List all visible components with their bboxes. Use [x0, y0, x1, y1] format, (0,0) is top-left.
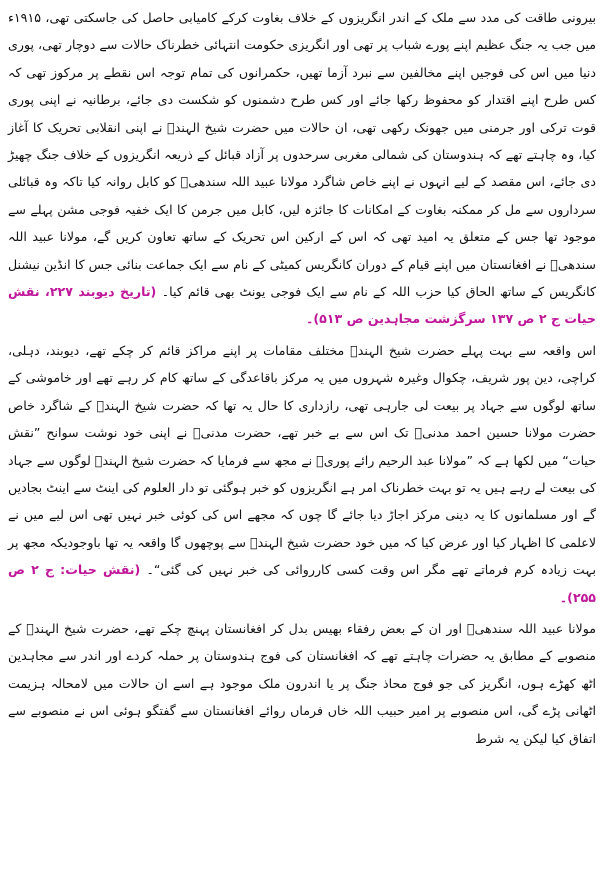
paragraph-2-text: اس واقعہ سے بہت پہلے حضرت شیخ الہندؒ مختلف مقامات پر اپنے مراکز قائم کر چکے تھے، دیوبند، دہلی، کراچی، دین پور شریف، چکوال وغیرہ شہروں میں یہ مرکز باقاعدگی کے ساتھ کام کر رہے تھے اور خاموشی کے ساتھ لوگوں سے جہاد پر بیعت لی جارہی تھی، رازداری کا حال یہ تھا کہ حضرت شیخ الہندؒ کے شاگرد خاص حضرت مولانا حسین احمد مدنیؒ تک اس سے بے خبر تھے، حضرت مدنیؒ نے اپنی خود نوشت سوانح ”نقش حیات“ میں لکھا ہے کہ ”مولانا عبد الرحیم رائے پوریؒ نے مجھ سے فرمایا کہ حضرت شیخ الہندؒ لوگوں سے جہاد کی بیعت لے رہے ہیں یہ تو بہت خطرناک امر ہے انگریزوں کو خبر ہوگئی تو دار العلوم کی اینٹ سے اینٹ بجادیں گے اور مسلمانوں کا یہ دینی مرکز اجاڑ دیا جائے گا چوں کہ مجھے اس کی کوئی خبر نہیں تھی اس لیے میں نے لاعلمی کا اظہار کیا اور عرض کیا کہ میں خود حضرت شیخ الہندؒ سے پوچھوں گا واقعہ یہ تھا باوجودیکہ مجھ پر بہت زیادہ کرم فرماتے تھے مگر اس وقت کسی کارروائی کی خبر نہیں کی گئی“۔: [8, 342, 597, 578]
paragraph-1-text: بیرونی طاقت کی مدد سے ملک کے اندر انگریزوں کے خلاف بغاوت کرکے کامیابی حاصل کی جاسکتی تھی، ۱۹۱۵ء میں جب یہ جنگ عظیم اپنے پورے شباب پر تھی اور انگریزی حکومت انتہائی خطرناک حالات سے دوچار تھی، پوری دنیا میں اس کی فوجیں اپنے مخالفین سے نبرد آزما تھیں، حکمرانوں کی تمام توجہ اس نقطے پر مرکوز تھی کہ کس طرح اپنے اقتدار کو محفوظ رکھا جائے اور کس طرح دشمنوں کو شکست دی جائے، برطانیہ نے اپنی پوری قوت ترکی اور جرمنی میں جھونک رکھی تھی، ان حالات میں حضرت شیخ الہندؒ نے اپنی انقلابی تحریک کا آغاز کیا، وہ چاہتے تھے کہ ہندوستان کی شمالی مغربی سرحدوں پر آزاد قبائل کے ذریعہ انگریزوں کے خلاف جنگ چھیڑ دی جائے، اس مقصد کے لیے انہوں نے اپنے خاص شاگرد مولانا عبید اللہ سندھیؒ کو کابل روانہ کیا تاکہ وہ قبائلی سرداروں سے مل کر ممکنہ بغاوت کے امکانات کا جائزہ لیں، کابل میں جرمن کا ایک خفیہ فوجی مشن پہلے سے موجود تھا جس کے متعلق یہ امید تھی کہ اس کے ارکین اس تحریک کے ساتھ تعاون کریں گے، مولانا عبید اللہ سندھیؒ نے افغانستان میں اپنے قیام کے دوران کانگریس کمیٹی کے نام سے ایک جماعت بنائی جس کا انڈین نیشنل کانگریس کے ساتھ الحاق کیا حزب اللہ کے نام سے ایک فوجی یونٹ بھی قائم کیا۔: [8, 10, 597, 300]
citation-tareekh-deoband: (تاریخ دیوبند ۲۲۷، نقش حیات ج ۲ ص ۱۳۷ سرگزشت مجاہدین ص ۵۱۳)۔: [8, 284, 596, 327]
paragraph-3-text: مولانا عبید اللہ سندھیؒ اور ان کے بعض رفقاء بھیس بدل کر افغانستان پہنچ چکے تھے، حضرت شیخ الہندؒ کے منصوبے کے مطابق یہ حضرات چاہتے تھے کہ افغانستان کی فوج ہندوستان پر حملہ کردے اور اندر سے مجاہدین اٹھ کھڑے ہوں، انگریز کی جو فوج محاذ جنگ پر یا اندرون ملک موجود ہے اسے ان حالات میں لامحالہ ہزیمت اٹھانی پڑے گی، اس منصوبے پر امیر حبیب اللہ خاں فرماں روائے افغانستان سے گفتگو ہوئی اس نے منصوبے سے اتفاق کیا لیکن یہ شرط: [8, 620, 596, 746]
paragraph-2: [8, 337, 596, 611]
paragraph-3: [8, 615, 596, 752]
citation-naqsh-e-hayat: (نقش حیات: ج ۲ ص ۲۵۵)۔: [8, 562, 596, 605]
paragraph-1: [8, 4, 596, 333]
